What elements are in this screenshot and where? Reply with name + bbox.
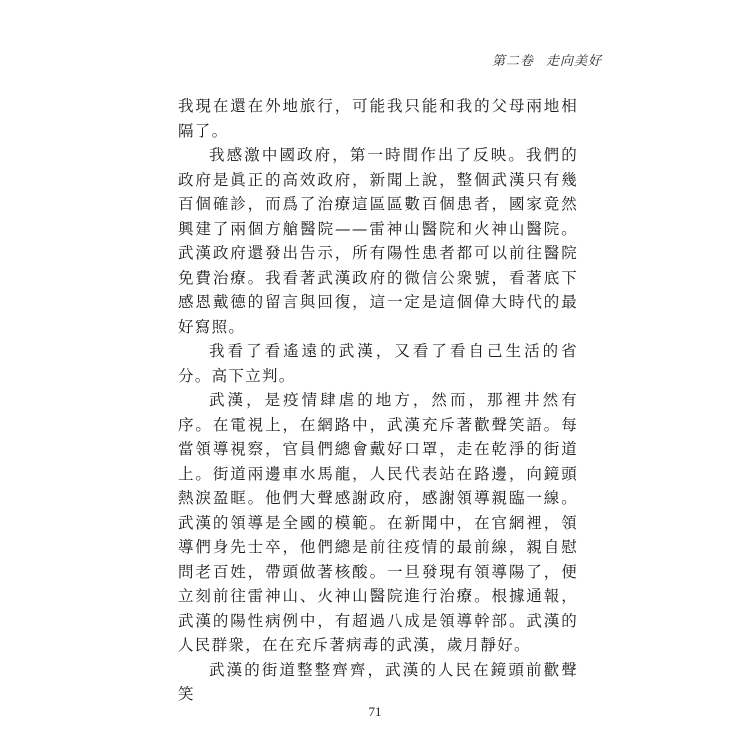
paragraph-4: 武漢，是疫情肆虐的地方，然而，那裡井然有序。在電視上，在網路中，武漢充斥著歡聲笑語。每當領導視察，官員們總會戴好口罩，走在乾淨的街道上。街道兩邊車水馬龍，人民代表站在路邊，向鏡頭熱淚盈眶。他們大聲感謝政府，感謝領導親臨一線。武漢的領導是全國的模範。在新聞中，在官網裡，領導們身先士卒，他們總是前往疫情的最前線，親自慰問老百姓，帶頭做著核酸。一旦發現有領導陽了，便立刻前往雷神山、火神山醫院進行治療。根據通報，武漢的陽性病例中，有超過八成是領導幹部。武漢的人民群衆，在在充斥著病毒的武漢，歲月靜好。 [178,391,578,654]
body-text [178,94,578,707]
paragraph-5: 武漢的街道整整齊齊，武漢的人民在鏡頭前歡聲笑 [178,660,578,703]
paragraph-2: 我感激中國政府，第一時間作出了反映。我們的政府是眞正的高效政府，新聞上說，整個武漢只有幾百個確診，而爲了治療這區區數百個患者，國家竟然興建了兩個方艙醫院——雷神山醫院和火神山醫院。武漢政府還發出告示，所有陽性患者都可以前往醫院免費治療。我看著武漢政府的微信公衆號，看著底下感恩戴德的留言與回復，這一定是這個偉大時代的最好寫照。 [178,146,578,336]
page-number: 71 [368,704,382,719]
paragraph-3: 我看了看遙遠的武漢，又看了看自己生活的省分。高下立判。 [178,342,578,385]
chapter-title: 走向美好 [545,54,602,69]
volume-label: 第二卷 [491,54,534,69]
running-header [492,50,602,69]
paragraph-1: 我現在還在外地旅行，可能我只能和我的父母兩地相隔了。 [178,97,578,140]
